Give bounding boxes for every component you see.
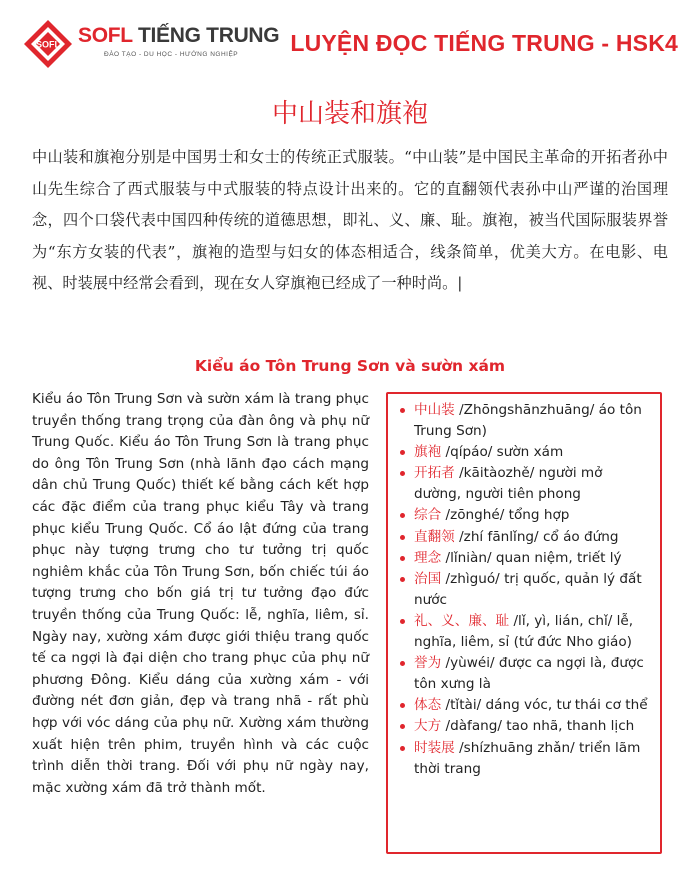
vocab-term: 直翻领	[414, 528, 455, 545]
chinese-title: 中山装和旗袍	[271, 99, 428, 129]
brand-tagline: ĐÀO TẠO - DU HỌC - HƯỚNG NGHIỆP	[104, 51, 239, 58]
vocab-definition: /dàfang/ tao nhã, thanh lịch	[441, 718, 635, 735]
vocab-definition: /zhìguó/ trị quốc, quản lý đất nước	[414, 570, 642, 608]
vocab-term: 理念	[414, 549, 442, 566]
vocab-definition: /lǐ, yì, lián, chǐ/ lễ, nghĩa, liêm, sỉ (tứ đức Nho giáo)	[414, 612, 634, 651]
vocab-term: 时装展	[414, 739, 455, 756]
logo-mark-text: SOFL	[36, 39, 60, 50]
vietnamese-paragraph: Kiểu áo Tôn Trung Sơn và sườn xám là trang phục truyền thống trang trọng của đàn ông và phụ nữ Trung Quốc. Kiểu áo Tôn Trung Sơn là trang phục do ông Tôn Trung Sơn (nhà lãnh đạo cách mạng dân chủ Trung Quốc) thiết kế bằng cách kết hợp các đặc điểm của trang phục kiểu Tây và trang phục kiểu Trung Quốc. Cổ áo lật đứng của trang phục này tượng trưng cho tư tưởng trị quốc nghiêm khắc của Tôn Trung Sơn, bốn chiếc túi áo tượng trưng cho bốn giá trị tư tưởng đạo đức truyền thống của Trung Quốc: lễ, nghĩa, liêm, sỉ. Ngày nay, xường xám được giới thiệu trang quốc tế ca ngợi là đại diện cho trang phục của phụ nữ phương Đông. Kiểu dáng của xường xám - với đường nét đơn giản, đẹp và trang nhã - rất phù hợp với vóc dáng của phụ nữ. Xường xám thường xuất hiện trên phim, truyền hình và các cuộc trình diễn thời trang. Đối với phụ nữ ngày nay, mặc xường xám đã trở thành mốt.	[32, 391, 369, 796]
vocab-item	[414, 738, 652, 780]
page-header	[0, 0, 700, 80]
vocab-definition: /Zhōngshānzhuāng/ áo tôn Trung Sơn)	[414, 402, 642, 440]
vocab-definition: /zōnghé/ tổng hợp	[441, 507, 570, 524]
vocab-item	[414, 569, 652, 611]
brand-name-red: SOFL	[78, 24, 133, 47]
vocab-term: 礼、义、廉、耻	[414, 612, 510, 629]
vocab-term: 旗袍	[414, 444, 442, 461]
logo-shield-icon	[22, 18, 74, 70]
vocab-term: 体态	[414, 697, 442, 714]
brand-name-dark: TIẾNG TRUNG	[137, 24, 280, 47]
vocab-item	[414, 505, 652, 526]
vocab-term: 开拓者	[414, 465, 455, 482]
vocab-term: 综合	[414, 507, 442, 524]
vocab-item	[414, 527, 652, 548]
brand-name	[78, 24, 279, 48]
sofl-logo	[22, 18, 280, 70]
vocabulary-box	[386, 392, 662, 854]
vocab-definition: /kāitàozhě/ người mở dường, người tiên phong	[414, 465, 603, 503]
header-title: LUYỆN ĐỌC TIẾNG TRUNG - HSK4	[290, 30, 678, 56]
vocab-item	[414, 611, 652, 653]
vocab-item	[414, 548, 652, 569]
vocab-definition: /yùwéi/ được ca ngợi là, được tôn xưng là	[414, 655, 644, 693]
vocab-item	[414, 716, 652, 737]
vocab-definition: /lǐniàn/ quan niệm, triết lý	[441, 549, 622, 566]
vocab-definition: /tǐtài/ dáng vóc, tư thái cơ thể	[441, 697, 648, 714]
vocab-term: 大方	[414, 718, 442, 735]
vocab-item	[414, 653, 652, 695]
vocab-definition: /zhí fānlǐng/ cổ áo đứng	[454, 528, 619, 545]
vocab-term: 治国	[414, 570, 442, 587]
vocab-item	[414, 442, 652, 463]
vocab-definition: /qípáo/ sườn xám	[441, 444, 564, 461]
vocab-item	[414, 695, 652, 716]
vietnamese-title: Kiểu áo Tôn Trung Sơn và sườn xám	[194, 357, 506, 375]
vocab-term: 誉为	[414, 655, 442, 672]
chinese-paragraph: 中山装和旗袍分别是中国男士和女士的传统正式服装。“中山装”是中国民主革命的开拓者孙中山先生综合了西式服装与中式服装的特点设计出来的。它的直翻领代表孙中山严谨的治国理念，四个口袋代表中国四种传统的道德思想，即礼、义、廉、耻。旗袍，被当代国际服装界誉为“东方女装的代表”，旗袍的造型与妇女的体态相适合，线条简单，优美大方。在电影、电视、时装展中经常会看到，现在女人穿旗袍已经成了一种时尚。|	[32, 148, 668, 293]
vocab-definition: /shízhuāng zhǎn/ triển lãm thời trang	[414, 739, 641, 777]
vocabulary-list	[388, 394, 660, 780]
vocab-item	[414, 400, 652, 442]
vocab-term: 中山装	[414, 402, 455, 418]
vocab-item	[414, 463, 652, 505]
